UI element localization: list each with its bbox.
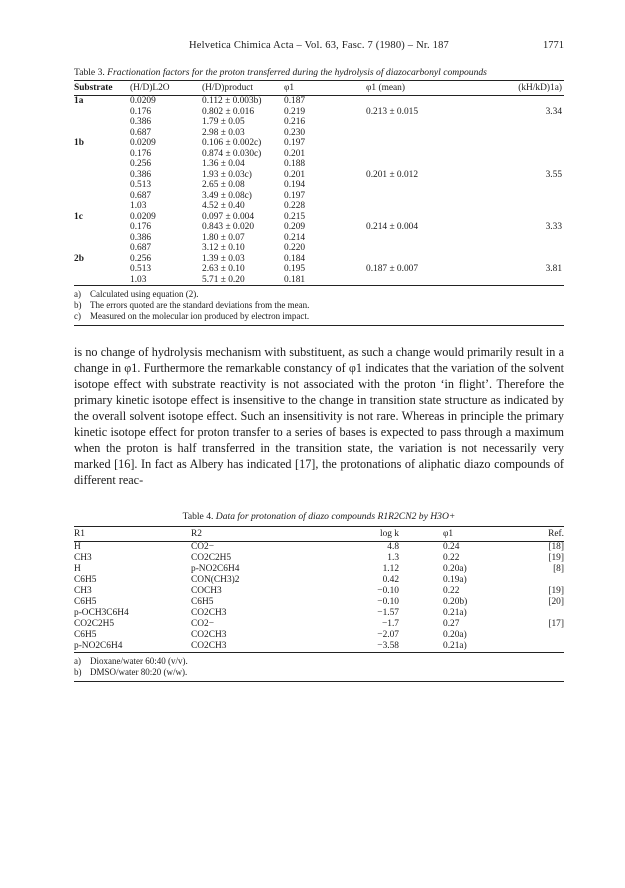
phi1-cell: 0.24 [443,542,460,552]
hd-solvent-cell: 0.386 [130,117,152,127]
footnote-rule [74,325,564,326]
r1-cell: H [74,564,81,574]
table-row [74,608,564,619]
footnote [74,667,564,678]
kh-kd-cell [490,96,564,107]
phi1-cell: 0.228 [284,201,306,211]
ref-cell [525,630,564,641]
r1-cell: CH3 [74,586,92,596]
table-row [74,117,564,128]
phi1-cell: 0.184 [284,253,306,264]
phi1-mean-cell [366,180,490,191]
table4-caption-text: Data for protonation of diazo compounds R1R2CN2 by H3O+ [215,511,456,522]
footnote [74,656,564,667]
phi1-mean-cell [366,159,490,170]
substrate-cell [74,159,130,170]
ref-cell: [18] [548,542,564,552]
ref-cell [525,641,564,653]
hd-product-cell: 1.80 ± 0.07 [202,232,245,243]
phi1-mean-cell: 0.214 ± 0.004 [366,222,419,232]
substrate-cell [74,222,130,233]
table-row [74,222,564,233]
substrate-cell [74,191,130,202]
phi1-cell: 0.201 [284,148,306,159]
phi1-cell: 0.27 [443,619,460,629]
kh-kd-cell: 3.81 [545,264,562,274]
substrate-cell [74,128,130,139]
footnote-mark: b) [74,300,82,310]
running-title: Helvetica Chimica Acta – Vol. 63, Fasc. 7 (1980) – Nr. 187 [189,40,449,51]
substrate-cell: 1c [74,211,83,222]
table4-header-row [74,527,564,542]
phi1-cell: 0.21a) [443,608,467,618]
log-k-cell: −3.58 [377,641,399,651]
table-row [74,159,564,170]
phi1-cell: 0.215 [284,211,306,222]
substrate-cell [74,201,130,212]
substrate-cell [74,243,130,254]
table-row [74,275,564,286]
hd-product-cell: 0.106 ± 0.002c) [202,138,262,148]
table-row [74,233,564,244]
r2-cell: CON(CH3)2 [191,575,240,585]
kh-kd-cell [490,128,564,139]
hd-product-cell: 4.52 ± 0.40 [202,201,245,211]
r1-cell: p-OCH3C6H4 [74,608,129,618]
kh-kd-cell [490,180,564,191]
table-row [74,564,564,575]
phi1-mean-cell: 0.213 ± 0.015 [366,106,419,117]
log-k-cell: −0.10 [377,586,399,596]
hd-product-cell: 2.98 ± 0.03 [202,127,245,138]
phi1-mean-cell [366,191,490,202]
hd-solvent-cell: 0.386 [130,232,152,243]
table3-label: Table 3. [74,67,105,78]
footnote-mark: c) [74,311,81,321]
hd-solvent-cell: 0.256 [130,253,152,264]
hd-solvent-cell: 1.03 [130,201,147,211]
hd-product-cell: 3.12 ± 0.10 [202,243,245,253]
r1-cell: p-NO2C6H4 [74,641,123,651]
ref-cell: [8] [553,564,564,574]
phi1-cell: 0.195 [284,264,306,274]
r2-cell: CO2− [191,619,214,629]
table-row [74,641,564,653]
hd-product-cell: 0.874 ± 0.030c) [202,148,262,159]
col-r2: R2 [191,527,324,542]
footnote [74,311,564,322]
hd-product-cell: 0.843 ± 0.020 [202,222,255,232]
substrate-cell [74,117,130,128]
table-row [74,254,564,265]
col-ref: Ref. [525,527,564,542]
kh-kd-cell [490,201,564,212]
table3-header-row [74,81,564,96]
footnote-text: Measured on the molecular ion produced by electron impact. [90,311,310,321]
substrate-cell: 1a [74,96,84,106]
table-row [74,180,564,191]
substrate-cell [74,264,130,275]
hd-product-cell: 1.36 ± 0.04 [202,159,245,169]
kh-kd-cell [490,233,564,244]
phi1-cell: 0.181 [284,274,306,285]
phi1-mean-cell [366,138,490,149]
log-k-cell: −1.57 [377,608,399,618]
hd-solvent-cell: 0.176 [130,222,152,232]
hd-solvent-cell: 0.386 [130,169,152,180]
r1-cell: CO2C2H5 [74,619,115,629]
table3-body [74,96,564,286]
col-phi1: φ1 [443,527,525,542]
phi1-cell: 0.219 [284,106,306,117]
kh-kd-cell: 3.55 [545,169,562,180]
footnote-mark: b) [74,667,82,677]
hd-solvent-cell: 0.687 [130,243,152,253]
phi1-cell: 0.22 [443,553,460,563]
hd-product-cell: 5.71 ± 0.20 [202,274,245,285]
phi1-mean-cell [366,275,490,286]
col-r1: R1 [74,527,191,542]
hd-solvent-cell: 1.03 [130,274,147,285]
table-row [74,201,564,212]
r1-cell: CH3 [74,553,92,563]
kh-kd-cell [490,117,564,128]
table3-caption [74,67,564,78]
log-k-cell: 4.8 [387,542,399,552]
hd-solvent-cell: 0.513 [130,264,152,274]
r2-cell: COCH3 [191,586,222,596]
table4 [74,526,564,653]
table-row [74,575,564,586]
kh-kd-cell [490,138,564,149]
log-k-cell: 1.3 [387,553,399,563]
footnote [74,289,564,300]
kh-kd-cell [490,149,564,160]
phi1-cell: 0.197 [284,190,306,201]
phi1-mean-cell [366,201,490,212]
substrate-cell: 2b [74,253,84,264]
page-number: 1771 [543,40,564,51]
hd-product-cell: 3.49 ± 0.08c) [202,190,252,201]
table-row [74,128,564,139]
hd-solvent-cell: 0.256 [130,159,152,169]
table-row [74,96,564,107]
r1-cell: C6H5 [74,630,97,640]
substrate-cell [74,275,130,286]
hd-solvent-cell: 0.176 [130,148,152,159]
phi1-mean-cell [366,212,490,223]
kh-kd-cell: 3.34 [545,106,562,117]
hd-solvent-cell: 0.0209 [130,96,156,106]
phi1-cell: 0.19a) [443,575,467,585]
table-row [74,149,564,160]
ref-cell [525,575,564,586]
hd-product-cell: 2.65 ± 0.08 [202,180,245,190]
log-k-cell: 0.42 [382,575,399,585]
r1-cell: C6H5 [74,597,97,607]
r2-cell: CO2CH3 [191,608,227,618]
substrate-cell [74,107,130,118]
body-text [74,344,564,488]
footnote-rule [74,681,564,682]
r2-cell: CO2C2H5 [191,553,232,563]
phi1-mean-cell [366,233,490,244]
substrate-cell [74,149,130,160]
kh-kd-cell: 3.33 [545,222,562,232]
hd-solvent-cell: 0.513 [130,180,152,190]
phi1-cell: 0.216 [284,117,306,127]
phi1-cell: 0.230 [284,127,306,138]
phi1-cell: 0.21a) [443,641,467,651]
phi1-cell: 0.20a) [443,564,467,574]
phi1-cell: 0.187 [284,96,306,106]
r2-cell: p-NO2C6H4 [191,564,240,574]
kh-kd-cell [490,212,564,223]
phi1-cell: 0.197 [284,138,306,148]
kh-kd-cell [490,243,564,254]
col-substrate: Substrate [74,81,130,96]
r2-cell: C6H5 [191,597,214,607]
table-row [74,542,564,554]
phi1-cell: 0.20a) [443,630,467,640]
phi1-mean-cell [366,128,490,139]
table3-caption-text: Fractionation factors for the proton transferred during the hydrolysis of diazocarbonyl compounds [107,67,487,78]
table-row [74,630,564,641]
hd-product-cell: 0.802 ± 0.016 [202,106,255,117]
phi1-cell: 0.194 [284,180,306,190]
hd-product-cell: 1.39 ± 0.03 [202,253,245,264]
footnote-mark: a) [74,289,81,299]
hd-solvent-cell: 0.0209 [130,211,156,222]
body-paragraph: is no change of hydrolysis mechanism with substituent, as such a change would primarily result in a change in φ1. Furthermore the remarkable constancy of φ1 indicates that the variation of the solvent isotope effect with substrate reactivity is not associated with the proton ‘in flight’. Therefore the primary kinetic isotope effect is insensitive to the change in transition state structure as indicated by the overall solvent isotope effect. Such an insensitivity is not rare. Whereas in principle the primary kinetic isotope effect for proton transfer to a series of bases is expected to pass through a maximum when the proton is half transferred in the transition state, the variation is not necessarily very marked [16]. In fact as Albery has indicated [17], the protonations of aliphatic diazo compounds of different reac- [74,345,564,487]
ref-cell: [19] [548,586,564,596]
col-phi1-mean: φ1 (mean) [366,81,490,96]
ref-cell: [19] [548,553,564,563]
hd-solvent-cell: 0.0209 [130,138,156,148]
journal-page [74,40,564,682]
col-hd-product: (H/D)product [202,81,284,96]
table-row [74,264,564,275]
table4-caption [74,511,564,522]
table-row [74,107,564,118]
table-row [74,619,564,630]
table-row [74,138,564,149]
hd-product-cell: 0.097 ± 0.004 [202,211,255,222]
table-row [74,586,564,597]
table-row [74,170,564,181]
log-k-cell: −2.07 [377,630,399,640]
phi1-mean-cell [366,149,490,160]
phi1-cell: 0.20b) [443,597,468,607]
hd-product-cell: 1.79 ± 0.05 [202,117,245,127]
r2-cell: CO2CH3 [191,641,227,651]
col-kh-kd: (kH/kD)1a) [490,81,564,96]
hd-solvent-cell: 0.176 [130,106,152,117]
running-header [74,40,564,54]
col-hd-solvent: (H/D)L2O [130,81,202,96]
phi1-cell: 0.220 [284,243,306,253]
ref-cell: [17] [548,619,564,629]
footnote-mark: a) [74,656,81,666]
table-row [74,243,564,254]
phi1-mean-cell [366,243,490,254]
ref-cell: [20] [548,597,564,607]
log-k-cell: −0.10 [377,597,399,607]
kh-kd-cell [490,191,564,202]
substrate-cell [74,170,130,181]
log-k-cell: 1.12 [382,564,399,574]
phi1-mean-cell [366,96,490,107]
table-row [74,597,564,608]
substrate-cell [74,233,130,244]
phi1-mean-cell: 0.201 ± 0.012 [366,169,419,180]
ref-cell [525,608,564,619]
r2-cell: CO2CH3 [191,630,227,640]
phi1-cell: 0.214 [284,232,306,243]
kh-kd-cell [490,254,564,265]
kh-kd-cell [490,275,564,286]
phi1-mean-cell: 0.187 ± 0.007 [366,264,419,274]
table3-footnotes [74,289,564,322]
r2-cell: CO2− [191,542,214,552]
footnote-text: The errors quoted are the standard deviations from the mean. [90,300,310,310]
phi1-cell: 0.201 [284,169,306,180]
hd-product-cell: 2.63 ± 0.10 [202,264,245,274]
col-phi1: φ1 [284,81,366,96]
hd-product-cell: 1.93 ± 0.03c) [202,169,252,180]
table4-label: Table 4. [182,511,214,522]
hd-solvent-cell: 0.687 [130,127,152,138]
log-k-cell: −1.7 [381,619,399,629]
table-row [74,212,564,223]
phi1-cell: 0.22 [443,586,460,596]
col-log-k: log k [324,527,443,542]
table4-body [74,542,564,653]
table-row [74,553,564,564]
footnote-text: DMSO/water 80:20 (w/w). [90,667,188,677]
table3 [74,80,564,286]
table-row [74,191,564,202]
footnote-text: Dioxane/water 60:40 (v/v). [90,656,188,666]
footnote [74,300,564,311]
r1-cell: H [74,542,81,552]
table4-footnotes [74,656,564,678]
footnote-text: Calculated using equation (2). [90,289,199,299]
phi1-mean-cell [366,117,490,128]
hd-product-cell: 0.112 ± 0.003b) [202,96,262,106]
phi1-mean-cell [366,254,490,265]
kh-kd-cell [490,159,564,170]
r1-cell: C6H5 [74,575,97,585]
substrate-cell: 1b [74,138,84,148]
hd-solvent-cell: 0.687 [130,190,152,201]
phi1-cell: 0.209 [284,222,306,232]
phi1-cell: 0.188 [284,159,306,169]
substrate-cell [74,180,130,191]
